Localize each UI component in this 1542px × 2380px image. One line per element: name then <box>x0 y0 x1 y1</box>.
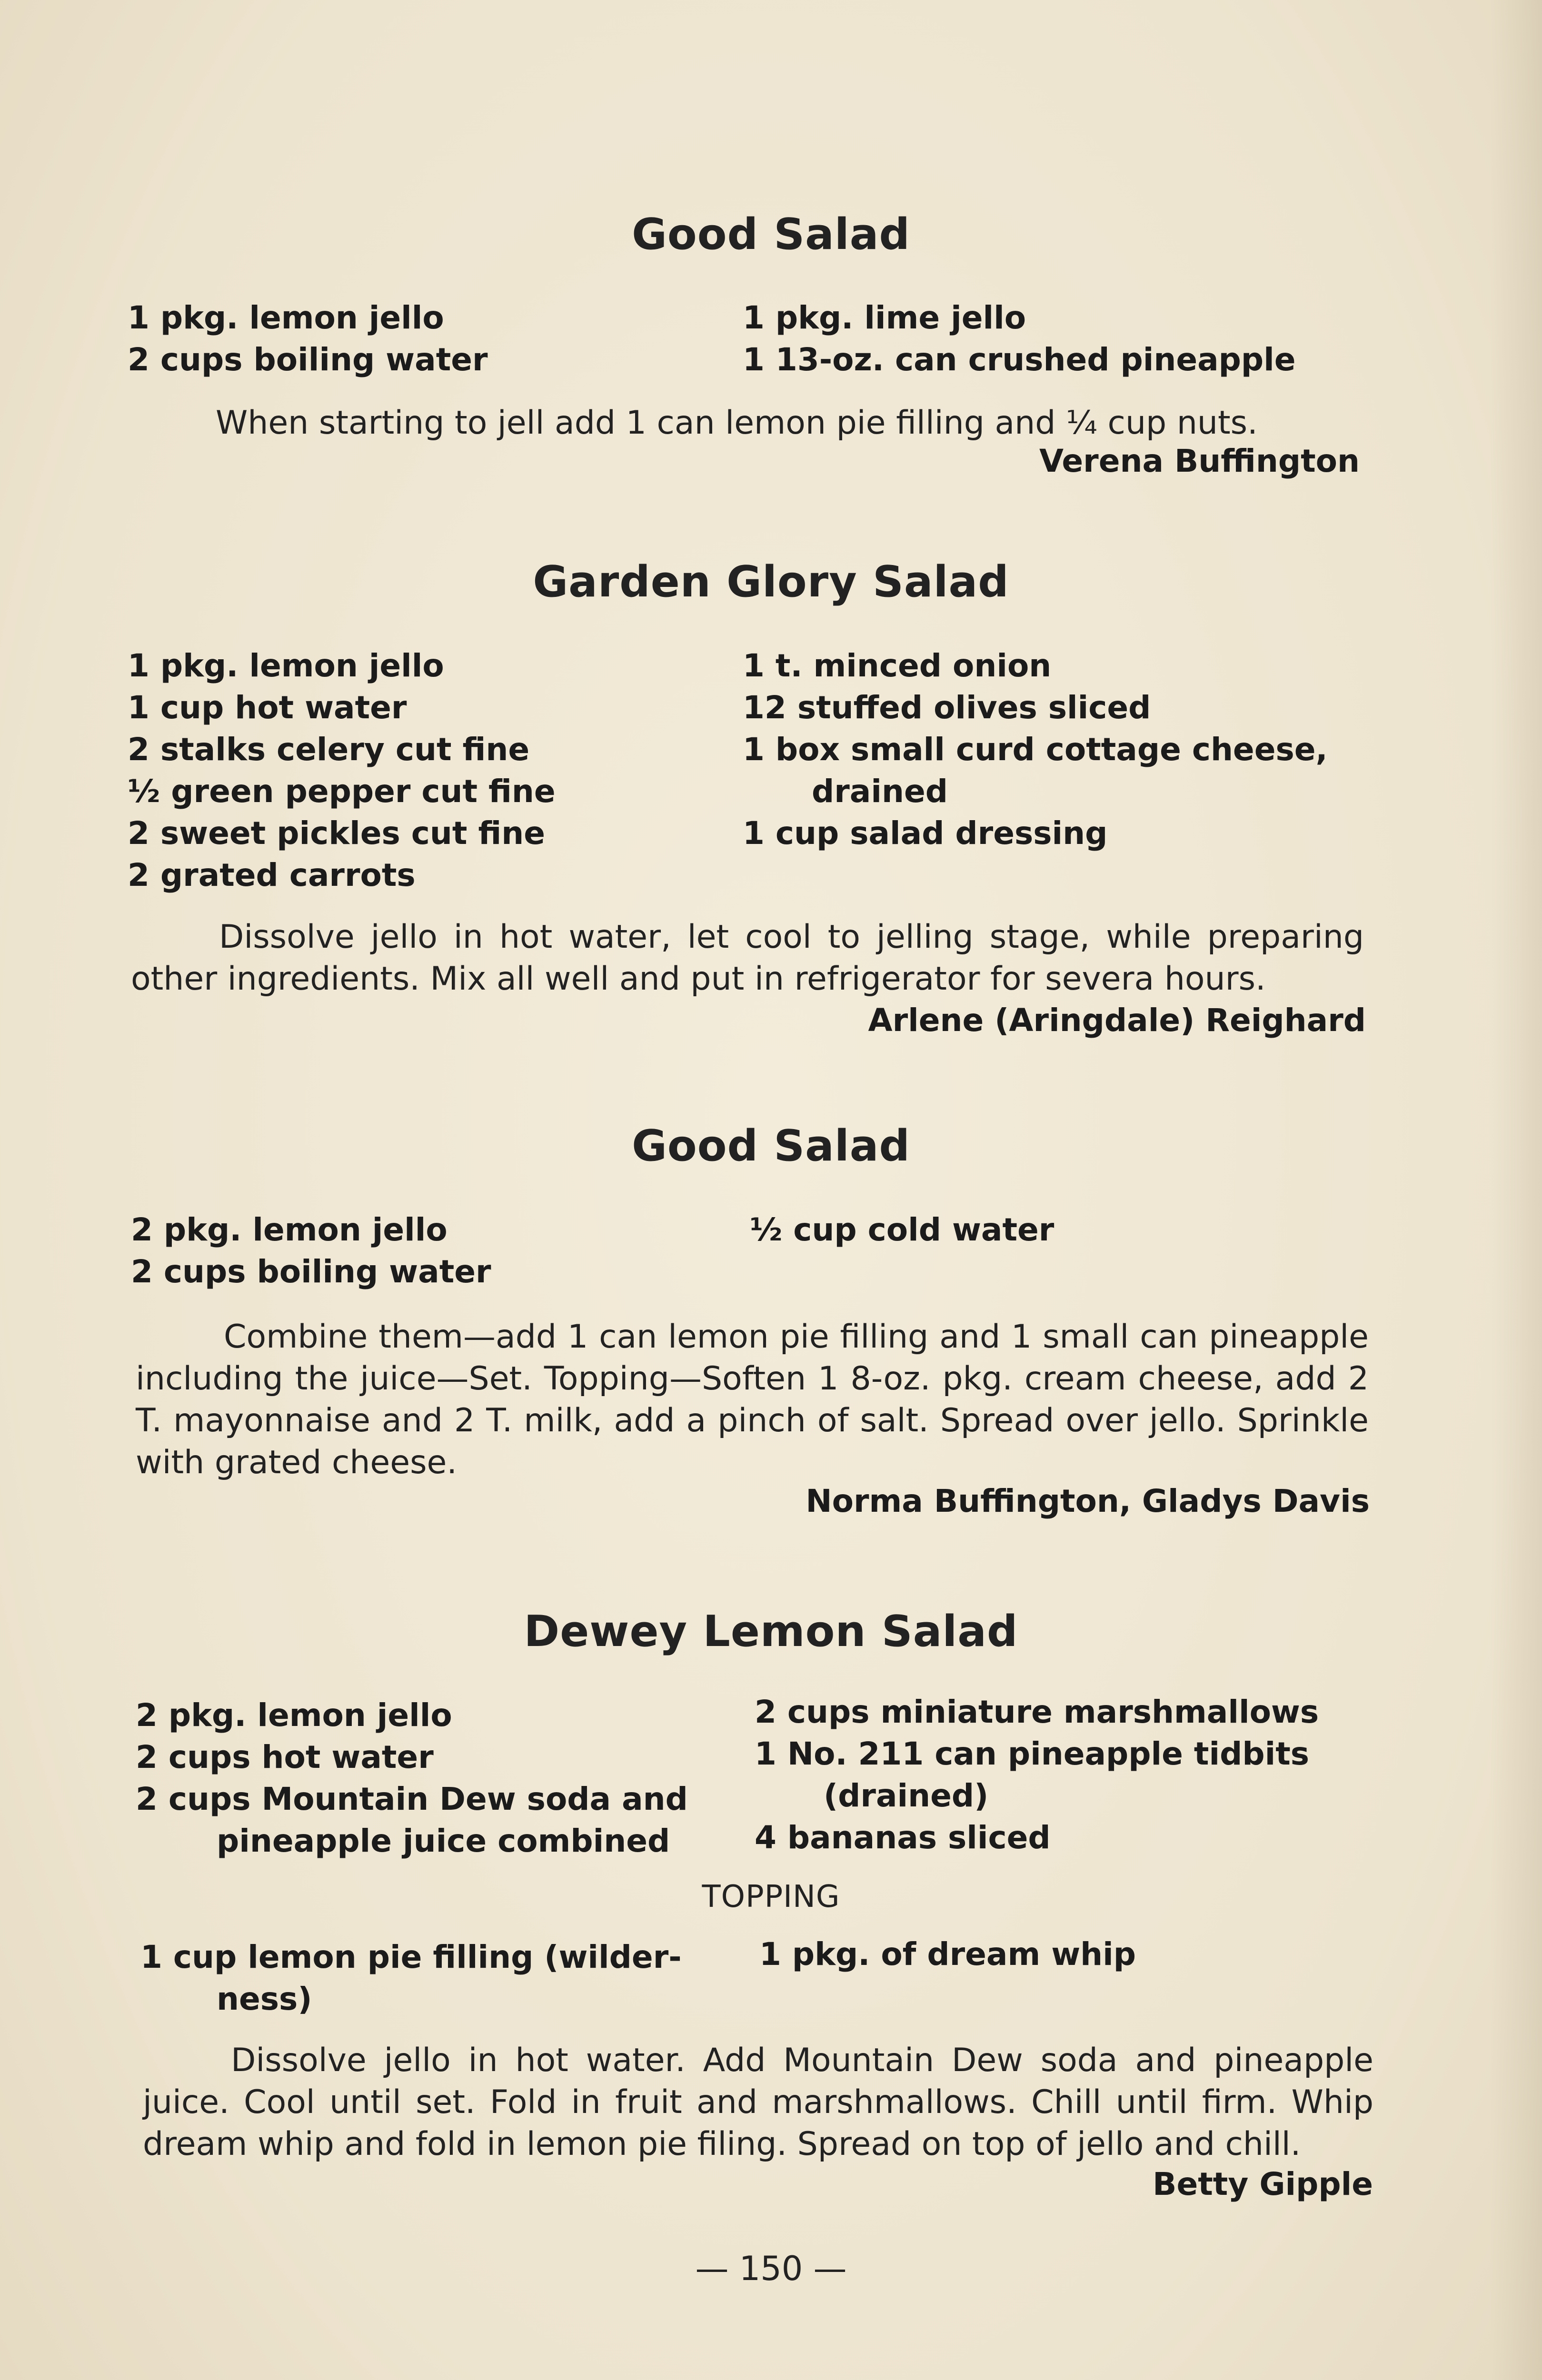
ingredient: 2 pkg. lemon jello <box>131 1211 448 1248</box>
ingredient: 2 cups hot water <box>136 1739 434 1775</box>
ingredient: pineapple juice combined <box>217 1823 670 1859</box>
topping-right <box>759 1934 1136 1975</box>
ingredients-right <box>743 645 1328 854</box>
ingredient: 1 t. minced onion <box>743 647 1052 684</box>
ingredients-left <box>131 1209 491 1293</box>
ingredients-left <box>136 1695 688 1862</box>
ingredient: 1 cup salad dressing <box>743 815 1108 852</box>
ingredient: drained <box>812 773 948 810</box>
ingredient: 2 cups boiling water <box>128 341 488 378</box>
recipe-directions: When starting to jell add 1 can lemon pie filling and ¼ cup nuts. <box>216 404 1258 442</box>
recipe-title: Good Salad <box>632 209 910 259</box>
ingredient: 2 sweet pickles cut fine <box>128 815 546 852</box>
recipe-title: Garden Glory Salad <box>533 557 1009 607</box>
ingredient: 2 cups Mountain Dew soda and <box>136 1781 688 1817</box>
ingredient: 1 No. 211 can pineapple tidbits <box>755 1735 1310 1772</box>
recipe-author: Norma Buffington, Gladys Davis <box>806 1483 1370 1519</box>
ingredient: 1 pkg. lemon jello <box>128 299 444 336</box>
ingredient: ½ cup cold water <box>750 1211 1055 1248</box>
ingredient: 1 pkg. lime jello <box>743 299 1026 336</box>
ingredient: 1 cup lemon pie filling (wilder- <box>140 1939 682 1975</box>
ingredients-right <box>750 1209 1054 1251</box>
ingredient: ½ green pepper cut fine <box>128 773 556 810</box>
page-spine-shadow <box>1490 0 1542 2380</box>
ingredient: ness) <box>217 1981 312 2017</box>
ingredient: 2 cups boiling water <box>131 1253 491 1290</box>
recipe-author: Betty Gipple <box>1153 2166 1373 2202</box>
ingredient: 1 box small curd cottage cheese, <box>743 731 1328 768</box>
ingredients-right <box>743 297 1296 381</box>
recipe-directions: Dissolve jello in hot water. Add Mountain Dew soda and pineapple juice. Cool until set. Fold in fruit and marshmallows. Chill until firm. Whip dream whip and fold in lemon pie filing. Spread on top of jello and chill. <box>143 2042 1373 2163</box>
ingredient: 1 pkg. of dream whip <box>759 1936 1136 1973</box>
topping-heading: TOPPING <box>702 1879 840 1914</box>
recipe-title: Good Salad <box>632 1121 910 1171</box>
ingredients-right <box>755 1691 1319 1859</box>
page-number: — 150 — <box>695 2249 847 2288</box>
recipe-author: Arlene (Aringdale) Reighard <box>868 1002 1366 1039</box>
ingredients-left <box>128 645 556 896</box>
topping-left <box>140 1936 682 2020</box>
ingredient: 1 pkg. lemon jello <box>128 647 444 684</box>
ingredient: 4 bananas sliced <box>755 1819 1051 1856</box>
ingredient: 2 grated carrots <box>128 857 416 893</box>
recipe-directions: Dissolve jello in hot water, let cool to jelling stage, while preparing other ingredients. Mix all well and put in refrigerator for severa hours. <box>131 918 1364 998</box>
ingredient: 12 stuffed olives sliced <box>743 689 1151 726</box>
ingredient: 2 pkg. lemon jello <box>136 1697 452 1734</box>
ingredient: (drained) <box>824 1777 989 1814</box>
recipe-author: Verena Buffington <box>1039 443 1360 479</box>
ingredient: 1 13-oz. can crushed pineapple <box>743 341 1296 378</box>
recipe-directions: Combine them—add 1 can lemon pie filling and 1 small can pineapple including the juice—Set. Topping—Soften 1 8-oz. pkg. cream cheese, add 2 T. mayonnaise and 2 T. milk, add a pinch of salt. Spread over jello. Sprinkle with grated cheese. <box>136 1318 1369 1481</box>
ingredients-left <box>128 297 488 381</box>
recipe-title: Dewey Lemon Salad <box>524 1606 1018 1656</box>
ingredient: 1 cup hot water <box>128 689 407 726</box>
ingredient: 2 cups miniature marshmallows <box>755 1694 1319 1730</box>
ingredient: 2 stalks celery cut fine <box>128 731 530 768</box>
